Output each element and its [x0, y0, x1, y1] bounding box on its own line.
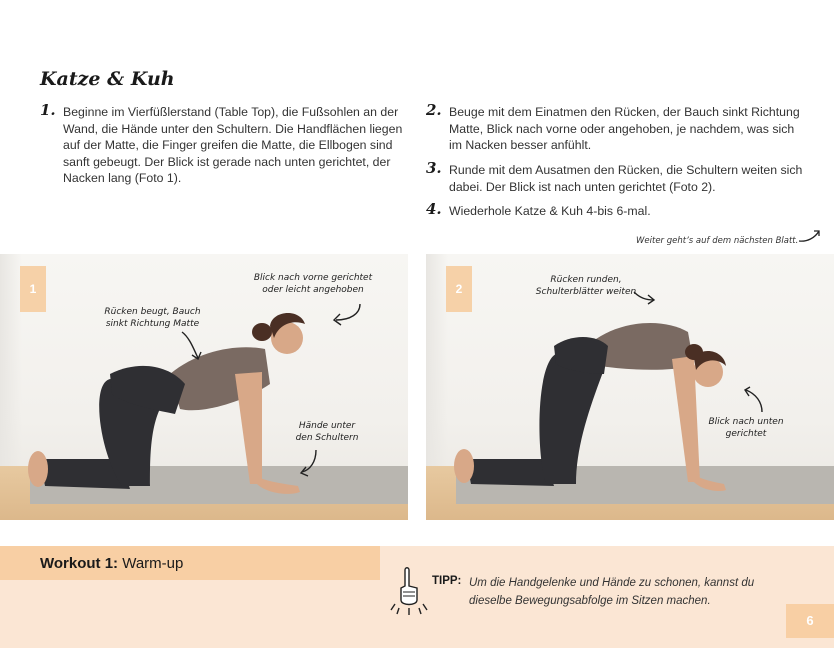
callout-back: Rücken runden, Schulterblätter weiten [535, 275, 637, 297]
callout-gaze: Blick nach unten gerichtet [708, 417, 784, 439]
step-1 [40, 101, 405, 187]
tip-label: TIPP: [432, 575, 462, 587]
exercise-title: Katze & Kuh [40, 68, 175, 90]
pointing-hand-icon [389, 564, 429, 616]
callout-arrows [0, 254, 408, 520]
step-number: 2. [426, 101, 442, 119]
callout-hands: Hände unter den Schultern [295, 421, 359, 443]
step-number: 4. [426, 200, 442, 218]
photo-cat-pose [426, 254, 834, 520]
callout-arrows [426, 254, 834, 520]
next-page-note: Weiter geht’s auf dem nächsten Blatt. [636, 236, 799, 246]
step-number: 1. [40, 101, 56, 119]
step-number: 3. [426, 159, 442, 177]
step-text: Runde mit dem Ausatmen den Rücken, die Schultern weiten sich dabei. Der Blick ist nach unten gerichtet (Foto 2). [449, 163, 803, 194]
step-4 [426, 200, 806, 220]
step-2 [426, 101, 806, 154]
tip-text: Um die Handgelenke und Hände zu schonen, kannst du dieselbe Bewegungsabfolge im Sitzen machen. [469, 577, 755, 607]
step-text: Beuge mit dem Einatmen den Rücken, der Bauch sinkt Richtung Matte, Blick nach vorne oder angehoben, je nachdem, was sich im Nacken besser anfühlt. [449, 105, 800, 152]
curved-arrow-icon [797, 228, 823, 244]
photo-number-badge: 2 [446, 266, 472, 312]
step-text: Wiederhole Katze & Kuh 4-bis 6-mal. [449, 204, 651, 218]
workout-title: Workout 1: Warm-up [40, 555, 184, 572]
callout-gaze: Blick nach vorne gerichtet oder leicht angehoben [253, 273, 373, 295]
step-3 [426, 159, 806, 195]
photo-cow-pose [0, 254, 408, 520]
step-text: Beginne im Vierfüßlerstand (Table Top), die Fußsohlen an der Wand, die Hände unter den Schultern. Die Handflächen liegen auf der Matte, die Finger greifen die Matte, die Ellbogen sind sanft gebeugt. Der Blick ist gerade nach unten gerichtet, der Nacken lang (Foto 1). [63, 105, 403, 185]
page-number: 6 [786, 604, 834, 638]
photo-number-badge: 1 [20, 266, 46, 312]
callout-back: Rücken beugt, Bauch sinkt Richtung Matte [104, 307, 201, 329]
